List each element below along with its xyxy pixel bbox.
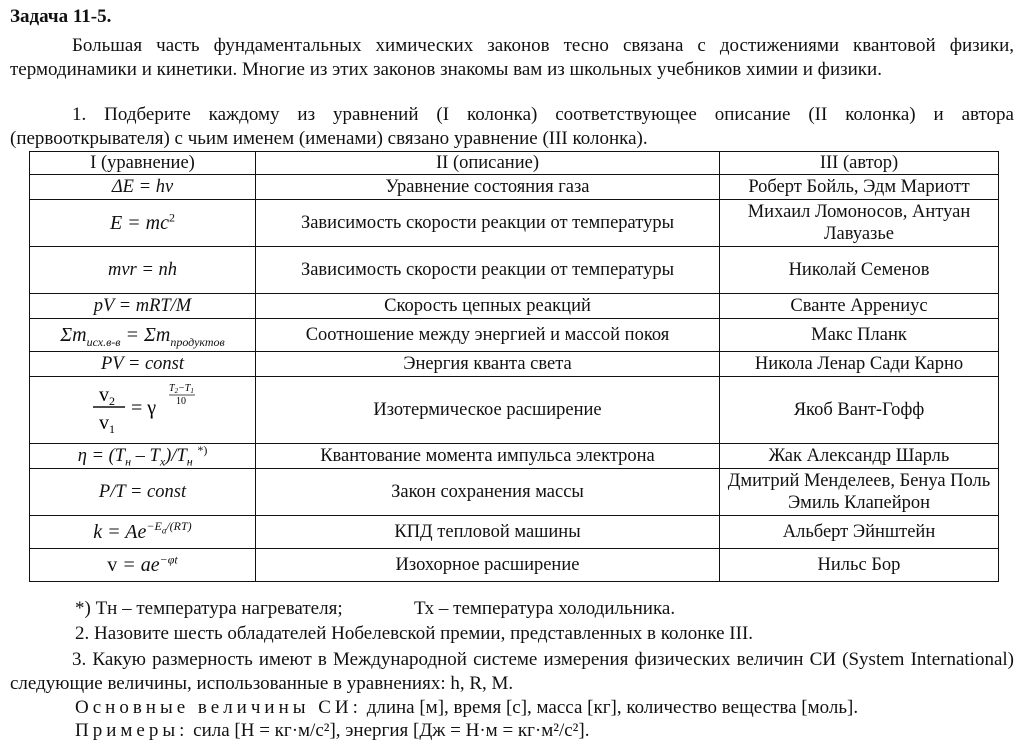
author-cell: Альберт Эйнштейн — [720, 516, 999, 549]
author-cell: Нильс Бор — [720, 549, 999, 582]
equation-cell: $\eta = (T_н - T_х)/T_н$ *) — [30, 444, 256, 469]
table-row — [30, 352, 999, 377]
author-cell: Жак Александр Шарль — [720, 444, 999, 469]
table-row — [30, 377, 999, 444]
table-row — [30, 175, 999, 200]
table-row — [30, 200, 999, 247]
description-cell: Уравнение состояния газа — [256, 175, 720, 200]
author-cell: Роберт Бойль, Эдм Мариотт — [720, 175, 999, 200]
equation-cell: mvr = nh — [30, 247, 256, 294]
description-cell: Квантование момента импульса электрона — [256, 444, 720, 469]
table-row — [30, 294, 999, 319]
header-description: II (описание) — [256, 152, 720, 175]
svg-text:v1: $v_1$ — [98, 412, 115, 436]
author-cell: Николай Семенов — [720, 247, 999, 294]
table-row — [30, 319, 999, 352]
author-cell: Якоб Вант-Гофф — [720, 377, 999, 444]
description-cell: Закон сохранения массы — [256, 469, 720, 516]
description-cell: Зависимость скорости реакции от температуры — [256, 247, 720, 294]
equations-table — [29, 151, 999, 582]
table-row — [30, 549, 999, 582]
examples-label: Примеры: — [75, 720, 189, 741]
header-author: III (автор) — [720, 152, 999, 175]
svg-text:T2−T1: $T_2-T_1$ — [168, 383, 194, 395]
author-cell: Дмитрий Менделеев, Бенуа Поль Эмиль Клапейрон — [720, 469, 999, 516]
svg-text:10: 10 — [175, 396, 186, 407]
description-cell: Энергия кванта света — [256, 352, 720, 377]
task-2-paragraph: 2. Назовите шесть обладателей Нобелевской премии, представленных в колонке III. — [75, 623, 754, 644]
equation-cell: $v = ae^{-\varphi t}$ — [30, 549, 256, 582]
author-cell: Сванте Аррениус — [720, 294, 999, 319]
author-cell: Михаил Ломоносов, Антуан Лавуазье — [720, 200, 999, 247]
table-row — [30, 516, 999, 549]
equation-cell: $\Sigma m_{исх.в-в} = \Sigma m_{продуктов}$ — [30, 319, 256, 352]
description-cell: Соотношение между энергией и массой покоя — [256, 319, 720, 352]
description-cell: Зависимость скорости реакции от температуры — [256, 200, 720, 247]
description-cell: Изохорное расширение — [256, 549, 720, 582]
table-row — [30, 247, 999, 294]
problem-title: Задача 11-5. — [10, 6, 112, 27]
equation-cell: $E = mc^2$ — [30, 200, 256, 247]
description-cell: Скорость цепных реакций — [256, 294, 720, 319]
footnote-heater: *) Тн – температура нагревателя; — [75, 598, 343, 619]
si-units-text: длина [м], время [с], масса [кг], количество вещества [моль]. — [366, 697, 859, 718]
task-3-paragraph: 3. Какую размерность имеют в Международной системе измерения физических величин СИ (System International) следующие величины, использованные в уравнениях: h, R, M. — [10, 649, 1014, 694]
intro-paragraph: Большая часть фундаментальных химических законов тесно связана с достижениями квантовой физики, термодинамики и кинетики. Многие из этих законов знакомы вам из школьных учебников химии и физики. — [10, 35, 1014, 80]
si-units-label: Основные величины СИ: — [75, 697, 362, 718]
equation-cell: P/T = const — [30, 469, 256, 516]
si-units-line — [75, 697, 858, 719]
header-equation: I (уравнение) — [30, 152, 256, 175]
table-row — [30, 469, 999, 516]
equation-cell: pV = mRT/M — [30, 294, 256, 319]
author-cell: Макс Планк — [720, 319, 999, 352]
description-cell: КПД тепловой машины — [256, 516, 720, 549]
examples-text: сила [Н = кг·м/с²], энергия [Дж = Н·м = кг·м²/с²]. — [193, 720, 590, 741]
equation-cell — [30, 377, 256, 444]
table-row — [30, 444, 999, 469]
examples-line — [75, 720, 589, 742]
task-1-paragraph: 1. Подберите каждому из уравнений (I колонка) соответствующее описание (II колонка) и автора (первооткрывателя) с чьим именем (именами) связано уравнение (III колонка). — [10, 104, 1014, 149]
footnote-cooler: Тх – температура холодильника. — [414, 598, 676, 619]
description-cell: Изотермическое расширение — [256, 377, 720, 444]
vant-hoff-formula — [73, 377, 213, 437]
svg-text:v2: $v_2$ — [98, 384, 115, 408]
table-header-row — [30, 152, 999, 175]
equation-cell: $k = Ae^{-E_a/(RT)}$ — [30, 516, 256, 549]
svg-text:= γ: = γ — [130, 397, 156, 419]
author-cell: Никола Ленар Сади Карно — [720, 352, 999, 377]
equation-cell: ΔE = hν — [30, 175, 256, 200]
equation-cell: PV = const — [30, 352, 256, 377]
